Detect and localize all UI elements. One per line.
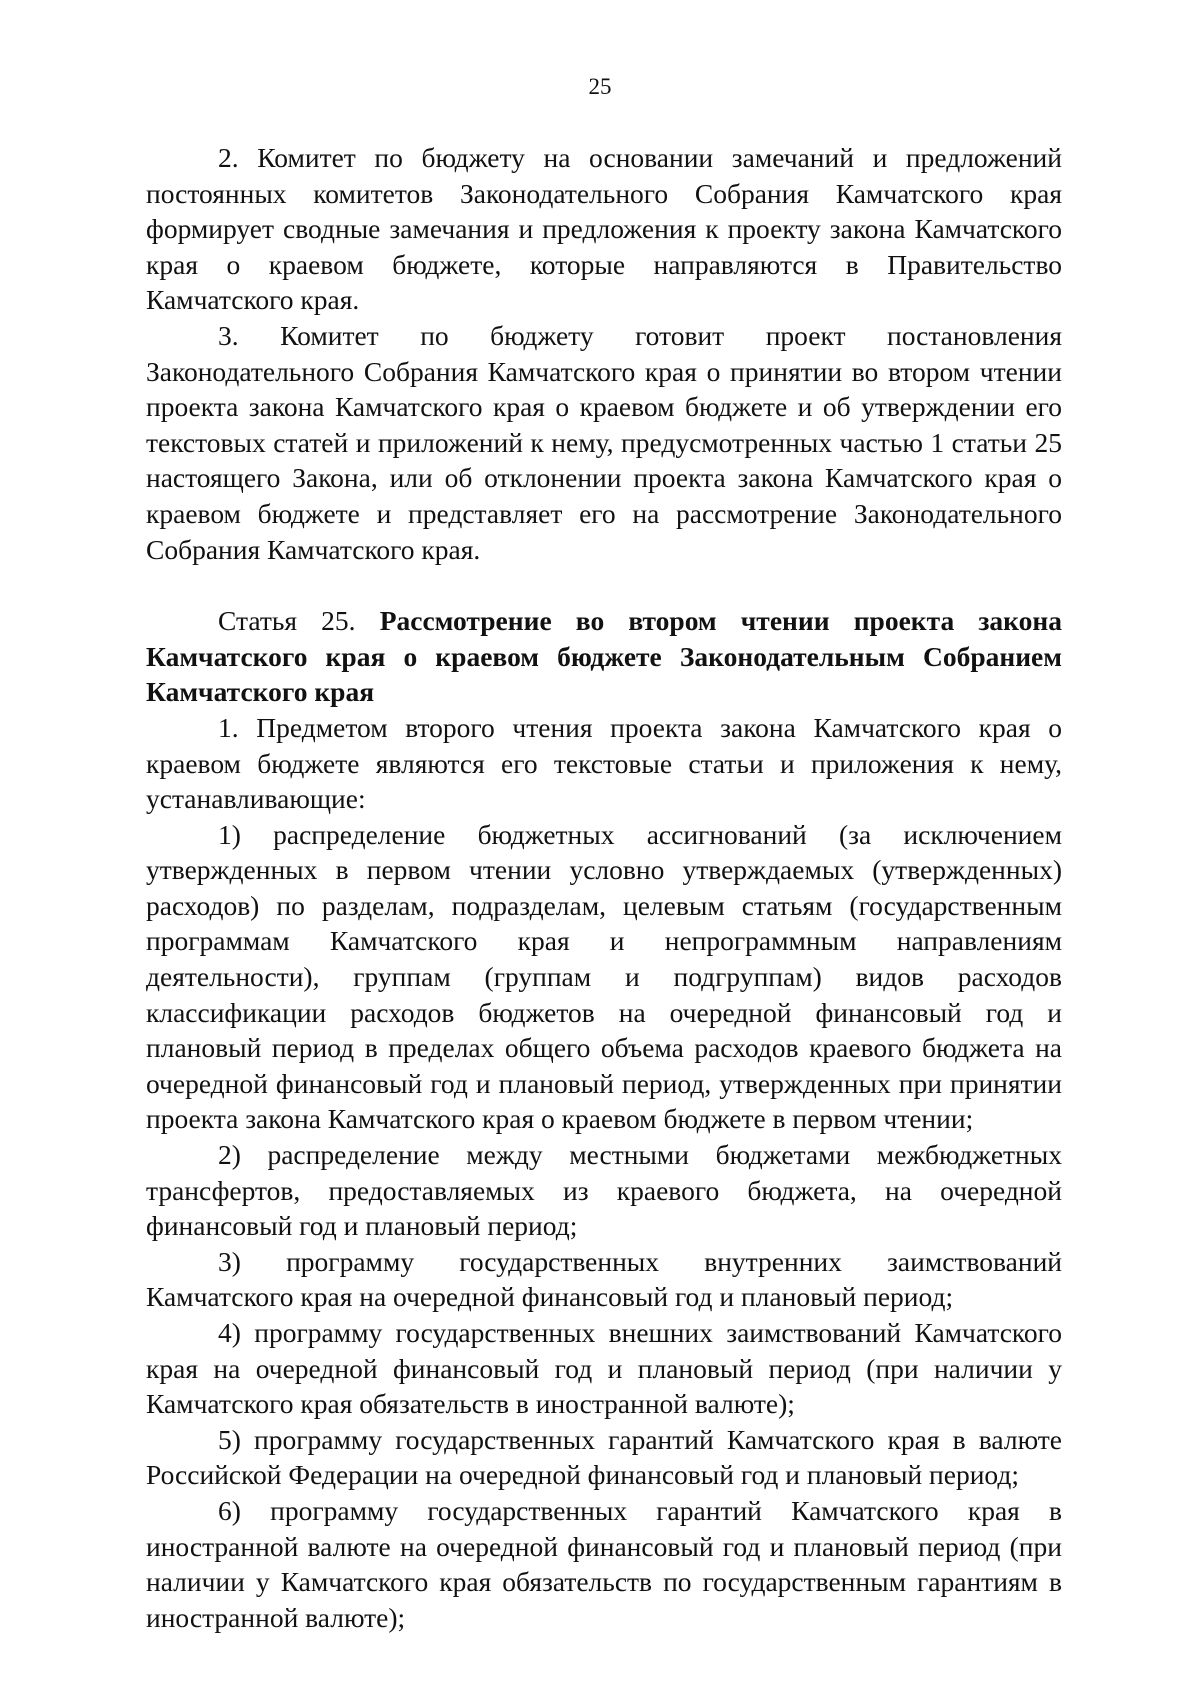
list-item-5: 5) программу государственных гарантий Камчатского края в валюте Российской Федерации на очередной финансовый год и плановый период;: [146, 1423, 1062, 1491]
list-item-1: 1) распределение бюджетных ассигнований (за исключением утвержденных в первом чтении условно утверждаемых (утвержденных) расходов) по разделам, подразделам, целевым статьям (государственным программам Камчатского края и непрограммным направлениям деятельности), группам (группам и подгруппам) видов расходов классификации расходов бюджетов на очередной финансовый год и плановый период в пределах общего объема расходов краевого бюджета на очередной финансовый год и плановый период, утвержденных при принятии проекта закона Камчатского края о краевом бюджете в первом чтении;: [146, 818, 1062, 1135]
article-paragraph-1: 1. Предметом второго чтения проекта закона Камчатского края о краевом бюджете являются его текстовые статьи и приложения к нему, устанавливающие:: [146, 711, 1062, 815]
list-item-6: 6) программу государственных гарантий Камчатского края в иностранной валюте на очередной финансовый год и плановый период (при наличии у Камчатского края обязательств по государственным гарантиям в иностранной валюте);: [146, 1494, 1062, 1633]
article-label: Статья 25.: [218, 605, 356, 637]
document-body: [146, 140, 1062, 1635]
section-spacer: [146, 567, 1062, 603]
paragraph-3-budget-committee: 3. Комитет по бюджету готовит проект постановления Законодательного Собрания Камчатского края о принятии во втором чтении проекта закона Камчатского края о краевом бюджете и об утверждении его текстовых статей и приложений к нему, предусмотренных частью 1 статьи 25 настоящего Закона, или об отклонении проекта закона Камчатского края о краевом бюджете и представляет его на рассмотрение Законодательного Собрания Камчатского края.: [146, 319, 1062, 565]
page-number: 25: [588, 74, 612, 99]
list-item-4: 4) программу государственных внешних заимствований Камчатского края на очередной финансовый год и плановый период (при наличии у Камчатского края обязательств в иностранной валюте);: [146, 1317, 1062, 1420]
paragraph-2-budget-committee: 2. Комитет по бюджету на основании замечаний и предложений постоянных комитетов Законодательного Собрания Камчатского края формирует сводные замечания и предложения к проекту закона Камчатского края о краевом бюджете, которые направляются в Правительство Камчатского края.: [146, 142, 1062, 316]
list-item-3: 3) программу государственных внутренних заимствований Камчатского края на очередной финансовый год и плановый период;: [146, 1245, 1062, 1313]
list-item-2: 2) распределение между местными бюджетами межбюджетных трансфертов, предоставляемых из краевого бюджета, на очередной финансовый год и плановый период;: [146, 1139, 1062, 1242]
article-heading: [146, 603, 1062, 710]
article-title: Рассмотрение во втором чтении проекта закона Камчатского края о краевом бюджете Законодательным Собранием Камчатского края: [146, 605, 1062, 708]
